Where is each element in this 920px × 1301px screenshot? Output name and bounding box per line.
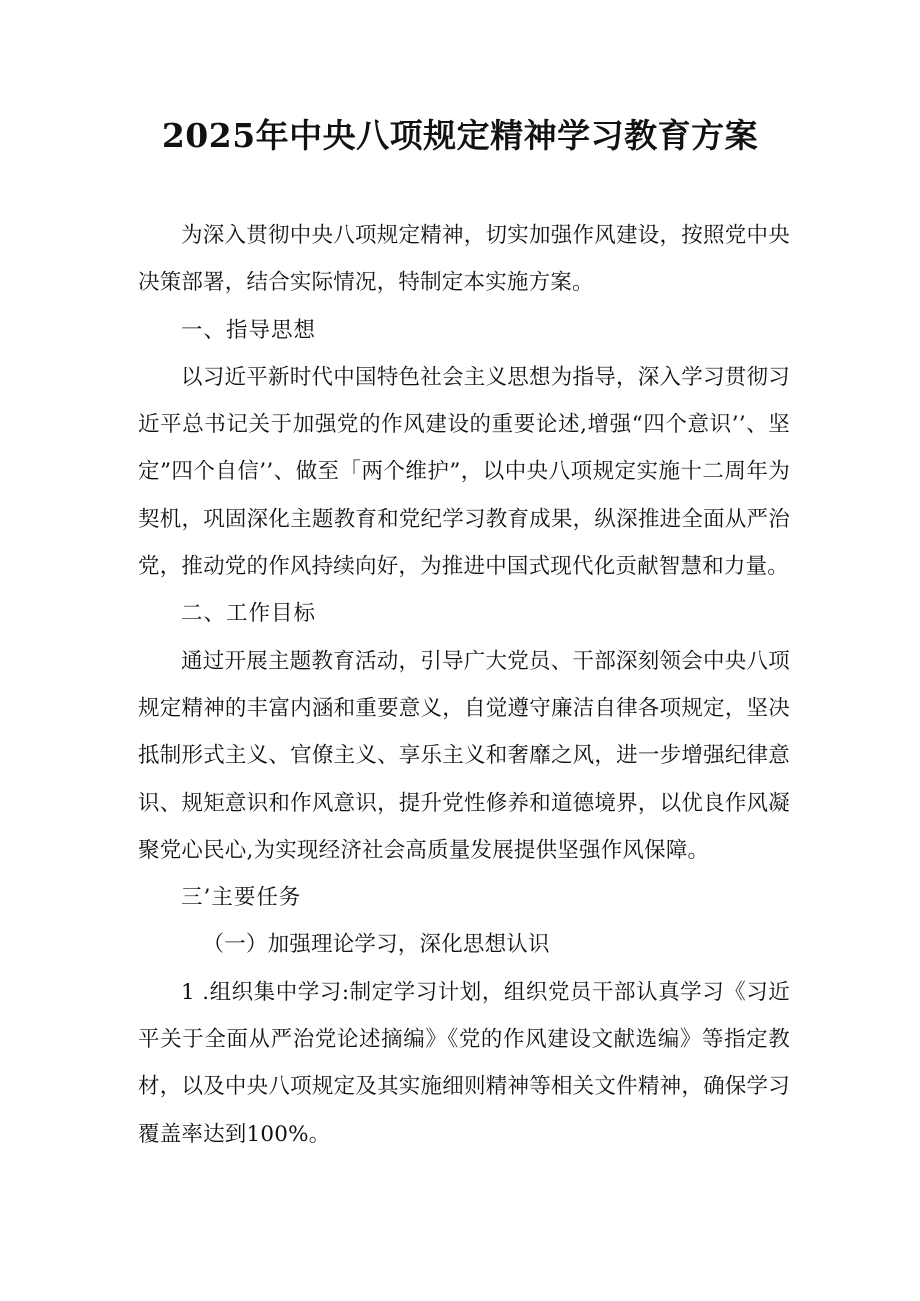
intro-paragraph: 为深入贯彻中央八项规定精神，切实加强作风建设，按照党中央决策部署，结合实际情况，特制定本实施方案。	[138, 223, 790, 296]
section-heading-main-tasks: 三’主要任务	[181, 885, 302, 911]
document-body	[138, 212, 790, 1158]
task-item-centralized-study: 1 .组织集中学习:制定学习计划，组织党员干部认真学习《习近平关于全面从严治党论述摘编》《党的作风建设文献选编》等指定教材，以及中央八项规定及其实施细则精神等相关文件精神，确保学习覆盖率达到100%。	[138, 979, 790, 1147]
section-heading-work-goals: 二、工作目标	[181, 601, 317, 627]
guiding-ideology-paragraph: 以习近平新时代中国特色社会主义思想为指导，深入学习贯彻习近平总书记关于加强党的作风建设的重要论述,增强“四个意识’’、坚定”四个自信’’、做至「两个维护”，以中央八项规定实施十二周年为契机，巩固深化主题教育和党纪学习教育成果，纵深推进全面从严治党，推动党的作风持续向好，为推进中国式现代化贡献智慧和力量。	[138, 364, 790, 580]
subsection-heading-theory-study: （一）加强理论学习，深化思想认识	[202, 932, 550, 958]
work-goals-paragraph: 通过开展主题教育活动，引导广大党员、干部深刻领会中央八项规定精神的丰富内涵和重要意义，自觉遵守廉洁自律各项规定，坚决抵制形式主义、官僚主义、享乐主义和奢靡之风，进一步增强纪律意识、规矩意识和作风意识，提升党性修养和道德境界，以优良作风凝聚党心民心,为实现经济社会高质量发展提供坚强作风保障。	[138, 648, 790, 863]
section-heading-guiding-ideology: 一、指导思想	[181, 317, 317, 343]
document-title: 2025年中央八项规定精神学习教育方案	[161, 116, 759, 155]
